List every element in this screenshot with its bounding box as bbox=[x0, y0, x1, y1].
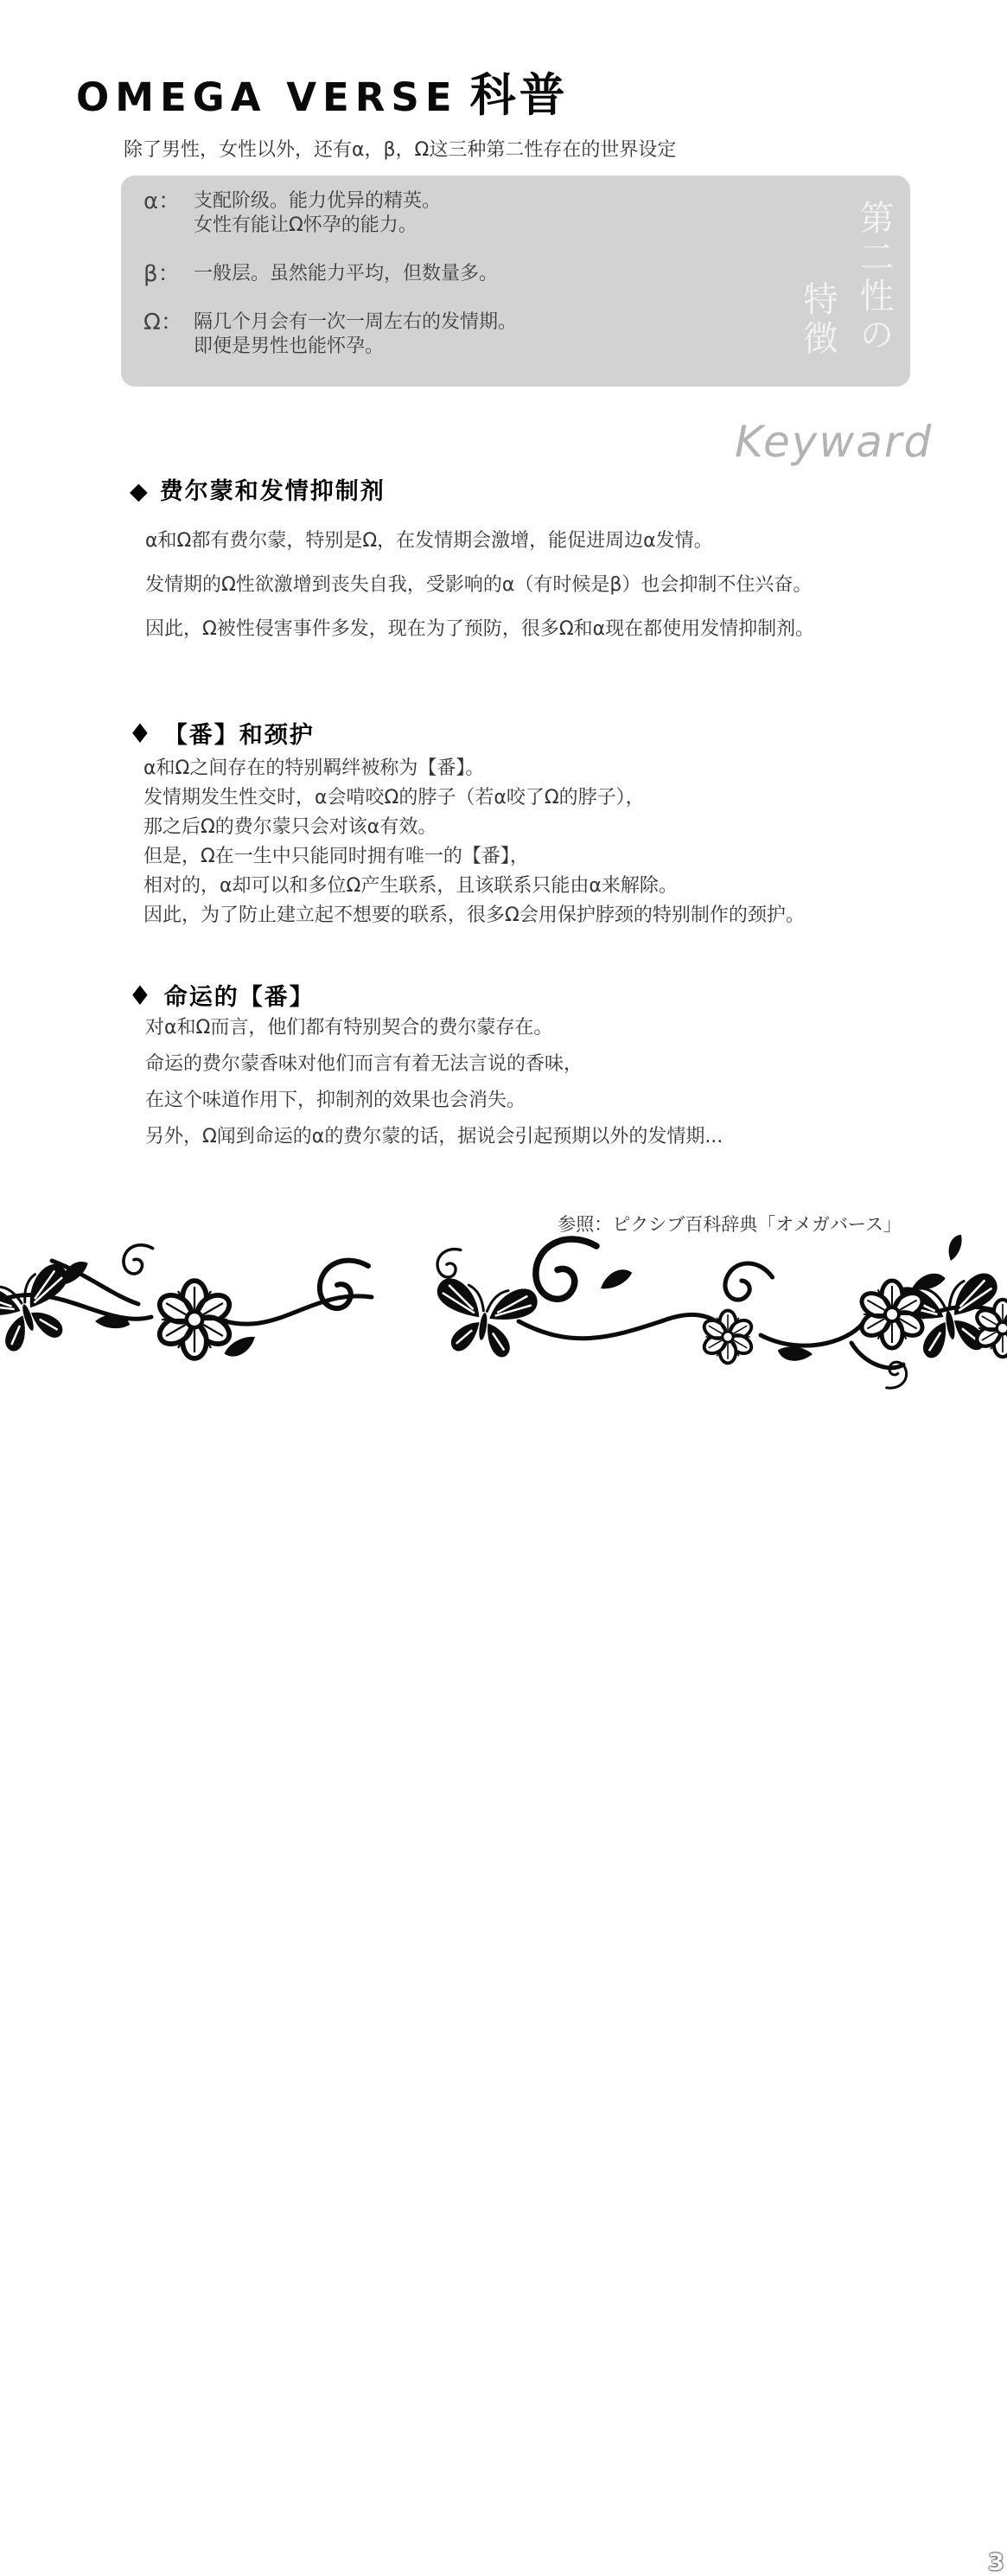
alpha-line-2: 女性有能让Ω怀孕的能力。 bbox=[194, 214, 417, 236]
section-heading-fated-bond bbox=[128, 978, 315, 1012]
body-line: 因此，为了防止建立起不想要的联系，很多Ω会用保护脖颈的特别制作的颈护。 bbox=[143, 904, 805, 926]
beta-line-1: 一般层。虽然能力平均，但数量多。 bbox=[194, 263, 499, 284]
vertical-caption-left: 特徴 bbox=[798, 281, 838, 359]
body-line: α和Ω之间存在的特别羁绊被称为【番】。 bbox=[143, 757, 485, 779]
section-pheromone-body bbox=[145, 519, 814, 651]
vertical-caption-right: 第二性の bbox=[854, 200, 894, 355]
body-line: 另外，Ω闻到命运的α的费尔蒙的话，据说会引起预期以外的发情期... bbox=[145, 1126, 723, 1147]
page-title-cjk: 科普 bbox=[469, 69, 569, 122]
reference-note: 参照：ピクシブ百科辞典「オメガバース」 bbox=[558, 1214, 902, 1235]
section-bond-body bbox=[143, 754, 805, 930]
body-line: 对α和Ω而言，他们都有特别契合的费尔蒙存在。 bbox=[145, 1017, 553, 1039]
keyword-label: Keyward bbox=[735, 417, 934, 467]
second-gender-info-box bbox=[121, 176, 910, 387]
diamond-icon: ◆ bbox=[130, 478, 150, 505]
omega-line-2: 即便是男性也能怀孕。 bbox=[194, 336, 385, 357]
decorative-border bbox=[0, 1235, 1007, 2576]
body-line: α和Ω都有费尔蒙，特别是Ω，在发情期会激增，能促进周边α发情。 bbox=[145, 530, 713, 552]
entry-beta bbox=[143, 262, 517, 286]
body-line: 那之后Ω的费尔蒙只会对该α有效。 bbox=[143, 816, 437, 838]
page-number: 3 bbox=[988, 2549, 1004, 2576]
alpha-description bbox=[194, 189, 441, 238]
beta-symbol: β： bbox=[143, 261, 181, 287]
section-heading-bond bbox=[128, 716, 315, 750]
section-heading-pheromone bbox=[130, 472, 386, 506]
section-heading-text: 命运的【番】 bbox=[163, 984, 315, 1011]
body-line: 发情期的Ω性欲激增到丧失自我，受影响的α（有时候是β）也会抑制不住兴奋。 bbox=[145, 574, 813, 596]
beta-description bbox=[194, 262, 498, 286]
intro-line: 除了男性，女性以外，还有α，β，Ω这三种第二性存在的世界设定 bbox=[124, 139, 677, 161]
omega-description bbox=[194, 310, 517, 359]
entry-alpha bbox=[143, 189, 517, 238]
alpha-line-1: 支配阶级。能力优异的精英。 bbox=[194, 190, 442, 212]
body-line: 发情期发生性交时，α会啃咬Ω的脖子（若α咬了Ω的脖子）， bbox=[143, 787, 645, 809]
page-title bbox=[76, 59, 569, 125]
body-line: 命运的费尔蒙香味对他们而言有着无法言说的香味， bbox=[145, 1053, 583, 1075]
body-line: 在这个味道作用下，抑制剂的效果也会消失。 bbox=[145, 1090, 526, 1111]
butterfly-flower-border-image bbox=[0, 1235, 1007, 1384]
body-line: 因此，Ω被性侵害事件多发，现在为了预防，很多Ω和α现在都使用发情抑制剂。 bbox=[145, 618, 815, 640]
entry-omega bbox=[143, 310, 517, 359]
omega-line-1: 隔几个月会有一次一周左右的发情期。 bbox=[194, 311, 518, 333]
section-heading-text: 【番】和颈护 bbox=[163, 722, 315, 749]
page-title-latin: OMEGA VERSE bbox=[76, 74, 458, 120]
alpha-symbol: α： bbox=[143, 189, 182, 214]
diamond-icon: ♦ bbox=[128, 981, 154, 1012]
section-fated-bond-body bbox=[145, 1010, 723, 1155]
info-entries bbox=[143, 189, 517, 383]
body-line: 相对的，α却可以和多位Ω产生联系，且该联系只能由α来解除。 bbox=[143, 875, 678, 897]
body-line: 但是，Ω在一生中只能同时拥有唯一的【番】， bbox=[143, 846, 529, 867]
diamond-icon: ♦ bbox=[128, 719, 154, 750]
section-heading-text: 费尔蒙和发情抑制剂 bbox=[159, 478, 386, 505]
omega-symbol: Ω： bbox=[143, 310, 183, 336]
